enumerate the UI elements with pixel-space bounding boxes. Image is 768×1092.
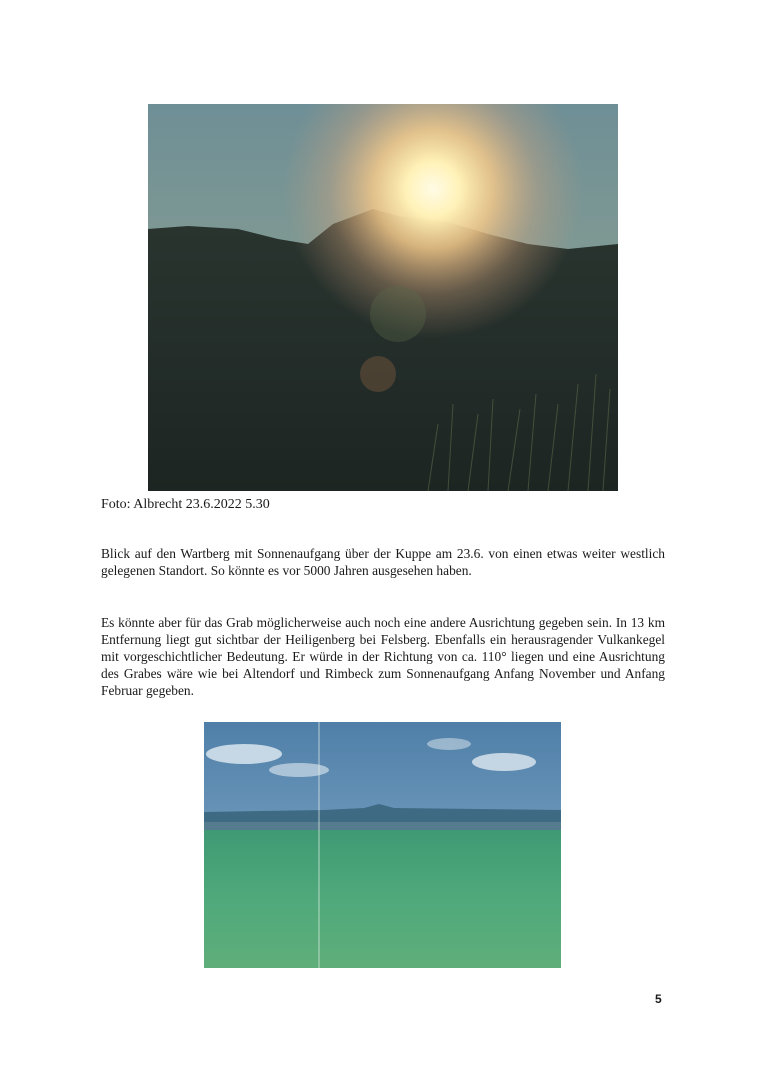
sunrise-image bbox=[148, 104, 618, 491]
page-number: 5 bbox=[655, 992, 662, 1006]
landscape-image bbox=[204, 722, 561, 968]
paragraph-1: Blick auf den Wartberg mit Sonnenaufgang über der Kuppe am 23.6. von einen etwas weiter westlich gelegenen Standort. So könnte es vor 5000 Jahren ausgesehen haben. bbox=[101, 546, 665, 578]
paragraph-2: Es könnte aber für das Grab möglicherweise auch noch eine andere Ausrichtung gegeben sein. In 13 km Entfernung liegt gut sichtbar der Heiligenberg bei Felsberg. Ebenfalls ein herausragender Vulkankegel mit vorgeschichtlicher Bedeutung. Er würde in der Richtung von ca. 110° liegen und eine Ausrichtung des Grabes wäre wie bei Altendorf und Rimbeck zum Sonnenaufgang Anfang November und Anfang Februar gegeben. bbox=[101, 615, 665, 698]
sunrise-photo bbox=[148, 104, 618, 491]
landscape-photo bbox=[204, 722, 561, 968]
photo-caption: Foto: Albrecht 23.6.2022 5.30 bbox=[101, 497, 270, 512]
